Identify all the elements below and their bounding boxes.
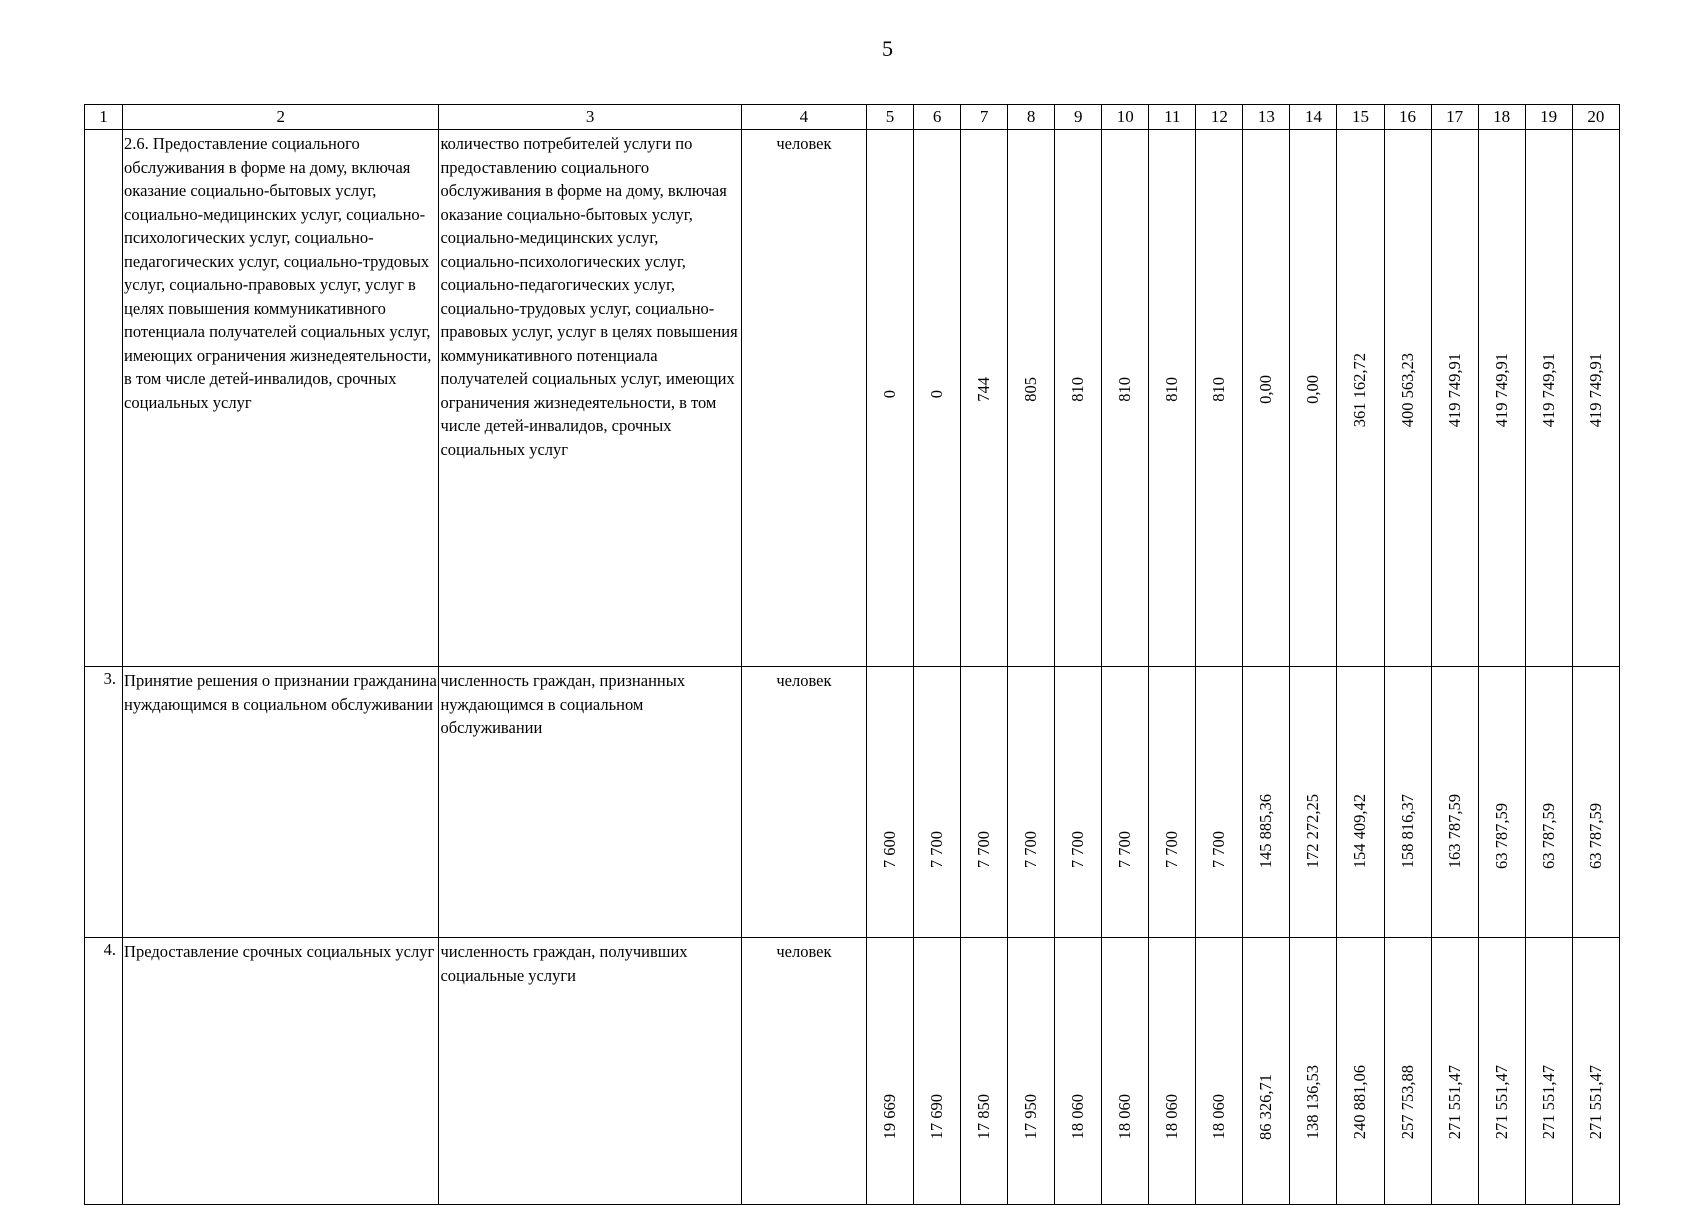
page-number: 5 xyxy=(882,36,893,61)
value-cell xyxy=(1431,938,1478,1205)
value-text: 18 060 xyxy=(1209,1094,1229,1140)
column-header: 9 xyxy=(1055,105,1102,130)
indicator-name: численность граждан, получивших социальные услуги xyxy=(439,938,741,1205)
column-header: 14 xyxy=(1290,105,1337,130)
value-text: 154 409,42 xyxy=(1350,794,1370,869)
table-row xyxy=(85,938,1620,1205)
value-text: 271 551,47 xyxy=(1538,1065,1558,1140)
value-text: 138 136,53 xyxy=(1303,1065,1323,1140)
value-cell xyxy=(867,938,914,1205)
service-name: 2.6. Предоставление социального обслуживания в форме на дому, включая оказание социально-бытовых услуг, социально-медицинских услуг, социально-психологических услуг, социально-педагогических услуг, социально-трудовых услуг, социально-правовых услуг, услуг в целях повышения коммуникативного потенциала получателей социальных услуг, имеющих ограничения жизнедеятельности, в том числе детей-инвалидов, срочных социальных услуг xyxy=(123,130,439,667)
value-cell xyxy=(1243,938,1290,1205)
value-text: 271 551,47 xyxy=(1444,1065,1464,1140)
value-text: 19 669 xyxy=(880,1094,900,1140)
value-cell xyxy=(1384,130,1431,667)
value-text: 361 162,72 xyxy=(1350,352,1370,427)
value-cell xyxy=(1196,130,1243,667)
value-text: 271 551,47 xyxy=(1585,1065,1605,1140)
column-header: 7 xyxy=(961,105,1008,130)
value-cell xyxy=(867,667,914,938)
value-text: 7 700 xyxy=(927,831,947,869)
column-header: 20 xyxy=(1572,105,1619,130)
column-header: 18 xyxy=(1478,105,1525,130)
value-cell xyxy=(1196,938,1243,1205)
table-row xyxy=(85,667,1620,938)
value-text: 7 700 xyxy=(1115,831,1135,869)
column-header: 6 xyxy=(914,105,961,130)
value-text: 7 700 xyxy=(1162,831,1182,869)
value-text: 810 xyxy=(1162,377,1182,403)
value-cell xyxy=(914,938,961,1205)
value-text: 419 749,91 xyxy=(1491,352,1511,427)
value-text: 18 060 xyxy=(1068,1094,1088,1140)
column-header: 10 xyxy=(1102,105,1149,130)
value-text: 0 xyxy=(880,390,900,399)
value-text: 810 xyxy=(1068,377,1088,403)
column-header: 15 xyxy=(1337,105,1384,130)
value-text: 419 749,91 xyxy=(1585,352,1605,427)
column-header: 4 xyxy=(741,105,866,130)
unit-of-measure: человек xyxy=(741,130,866,667)
value-cell xyxy=(1478,130,1525,667)
service-name: Предоставление срочных социальных услуг xyxy=(123,938,439,1205)
value-cell xyxy=(1384,667,1431,938)
value-text: 7 600 xyxy=(880,831,900,869)
value-cell xyxy=(961,130,1008,667)
value-text: 810 xyxy=(1209,377,1229,403)
value-text: 7 700 xyxy=(1209,831,1229,869)
row-number: 3. xyxy=(85,667,123,938)
indicator-name: количество потребителей услуги по предоставлению социального обслуживания в форме на дому, включая оказание социально-бытовых услуг, социально-медицинских услуг, социально-психологических услуг, социально-педагогических услуг, социально-трудовых услуг, социально-правовых услуг, услуг в целях повышения коммуникативного потенциала получателей социальных услуг, имеющих ограничения жизнедеятельности, в том числе детей-инвалидов, срочных социальных услуг xyxy=(439,130,741,667)
value-cell xyxy=(1337,667,1384,938)
value-cell xyxy=(1102,667,1149,938)
value-cell xyxy=(1008,130,1055,667)
value-text: 744 xyxy=(974,377,994,403)
column-header: 12 xyxy=(1196,105,1243,130)
value-cell xyxy=(1008,938,1055,1205)
column-header: 13 xyxy=(1243,105,1290,130)
value-text: 7 700 xyxy=(1021,831,1041,869)
table-row xyxy=(85,130,1620,667)
value-text: 419 749,91 xyxy=(1444,352,1464,427)
value-text: 400 563,23 xyxy=(1397,352,1417,427)
value-text: 158 816,37 xyxy=(1397,794,1417,869)
value-cell xyxy=(867,130,914,667)
value-cell xyxy=(1478,667,1525,938)
value-cell xyxy=(1055,130,1102,667)
value-cell xyxy=(914,667,961,938)
value-text: 17 690 xyxy=(927,1094,947,1140)
unit-of-measure: человек xyxy=(741,938,866,1205)
value-cell xyxy=(961,938,1008,1205)
row-number: 4. xyxy=(85,938,123,1205)
value-cell xyxy=(1196,667,1243,938)
value-text: 810 xyxy=(1115,377,1135,403)
value-cell xyxy=(1149,938,1196,1205)
value-text: 805 xyxy=(1021,377,1041,403)
value-text: 145 885,36 xyxy=(1256,794,1276,869)
table-header-row xyxy=(85,105,1620,130)
column-header: 5 xyxy=(867,105,914,130)
unit-of-measure: человек xyxy=(741,667,866,938)
value-text: 0 xyxy=(927,390,947,399)
column-header: 17 xyxy=(1431,105,1478,130)
value-text: 0,00 xyxy=(1256,375,1276,405)
value-text: 7 700 xyxy=(1068,831,1088,869)
value-text: 63 787,59 xyxy=(1585,802,1605,869)
value-cell xyxy=(1243,130,1290,667)
value-text: 63 787,59 xyxy=(1538,802,1558,869)
value-text: 240 881,06 xyxy=(1350,1065,1370,1140)
value-cell xyxy=(1431,130,1478,667)
value-cell xyxy=(1478,938,1525,1205)
value-cell xyxy=(1572,667,1619,938)
value-cell xyxy=(1149,130,1196,667)
column-header: 11 xyxy=(1149,105,1196,130)
column-header: 1 xyxy=(85,105,123,130)
value-cell xyxy=(1572,130,1619,667)
value-cell xyxy=(1572,938,1619,1205)
value-text: 419 749,91 xyxy=(1538,352,1558,427)
value-text: 257 753,88 xyxy=(1397,1065,1417,1140)
value-cell xyxy=(1290,938,1337,1205)
value-cell xyxy=(1337,938,1384,1205)
value-cell xyxy=(1525,938,1572,1205)
value-cell xyxy=(1337,130,1384,667)
value-cell xyxy=(1102,938,1149,1205)
row-number xyxy=(85,130,123,667)
value-text: 172 272,25 xyxy=(1303,794,1323,869)
column-header: 19 xyxy=(1525,105,1572,130)
value-cell xyxy=(961,667,1008,938)
value-text: 163 787,59 xyxy=(1444,794,1464,869)
value-cell xyxy=(1055,938,1102,1205)
column-header: 2 xyxy=(123,105,439,130)
value-text: 18 060 xyxy=(1162,1094,1182,1140)
value-text: 17 950 xyxy=(1021,1094,1041,1140)
service-name: Принятие решения о признании гражданина нуждающимся в социальном обслуживании xyxy=(123,667,439,938)
value-cell xyxy=(1008,667,1055,938)
value-text: 86 326,71 xyxy=(1256,1073,1276,1140)
value-cell xyxy=(1431,667,1478,938)
column-header: 8 xyxy=(1008,105,1055,130)
value-cell xyxy=(1102,130,1149,667)
value-cell xyxy=(1243,667,1290,938)
value-cell xyxy=(914,130,961,667)
value-text: 7 700 xyxy=(974,831,994,869)
value-cell xyxy=(1055,667,1102,938)
indicator-name: численность граждан, признанных нуждающимся в социальном обслуживании xyxy=(439,667,741,938)
column-header: 16 xyxy=(1384,105,1431,130)
value-text: 63 787,59 xyxy=(1491,802,1511,869)
value-cell xyxy=(1149,667,1196,938)
value-text: 0,00 xyxy=(1303,375,1323,405)
value-cell xyxy=(1525,130,1572,667)
column-header: 3 xyxy=(439,105,741,130)
value-text: 271 551,47 xyxy=(1491,1065,1511,1140)
value-cell xyxy=(1525,667,1572,938)
value-text: 17 850 xyxy=(974,1094,994,1140)
value-text: 18 060 xyxy=(1115,1094,1135,1140)
value-cell xyxy=(1384,938,1431,1205)
value-cell xyxy=(1290,667,1337,938)
value-cell xyxy=(1290,130,1337,667)
data-table xyxy=(84,104,1620,1205)
